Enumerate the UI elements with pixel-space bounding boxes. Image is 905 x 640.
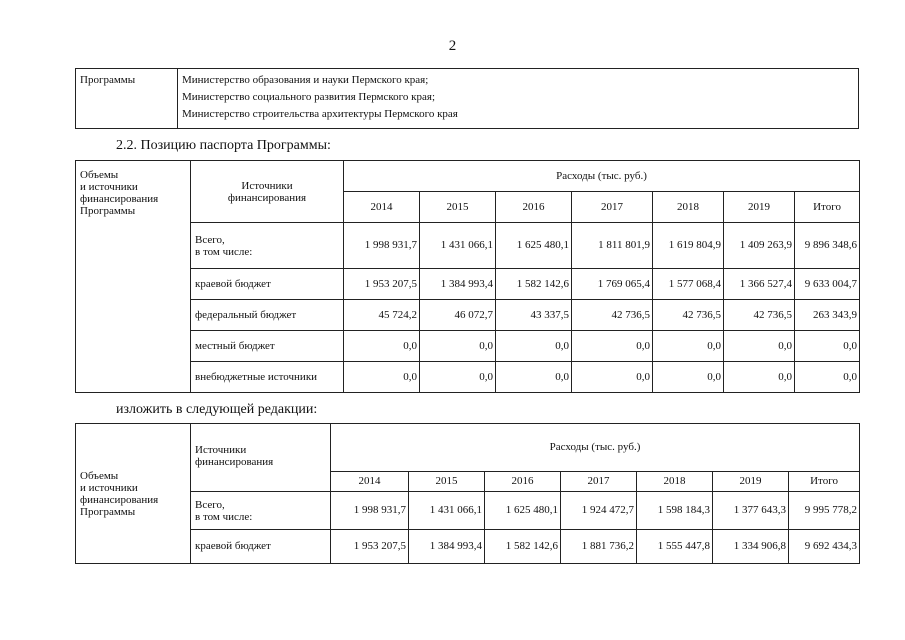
year-header: 2017 (572, 192, 653, 223)
year-header: 2017 (561, 472, 637, 492)
total-header: Итого (789, 472, 860, 492)
financing-table-old (75, 160, 860, 393)
year-header: 2018 (653, 192, 724, 223)
cell-value: 42 736,5 (572, 300, 653, 331)
cell-value: 0,0 (653, 362, 724, 393)
cell-value: 45 724,2 (344, 300, 420, 331)
cell-value: 0,0 (496, 331, 572, 362)
cell-value: 0,0 (344, 331, 420, 362)
cell-value: 1 366 527,4 (724, 269, 795, 300)
cell-value: 1 384 993,4 (409, 530, 485, 564)
cell-value: 0,0 (795, 362, 860, 393)
sources-header: Источники финансирования (191, 424, 331, 492)
cell-value: 46 072,7 (420, 300, 496, 331)
cell-value: 9 896 348,6 (795, 223, 860, 269)
cell-value: 1 577 068,4 (653, 269, 724, 300)
cell-value: 1 431 066,1 (409, 492, 485, 530)
page-number: 2 (448, 38, 457, 54)
row-name: Всего, в том числе: (191, 223, 344, 269)
year-header: 2016 (485, 472, 561, 492)
cell-value: 1 377 643,3 (713, 492, 789, 530)
year-header: 2014 (331, 472, 409, 492)
year-header: 2018 (637, 472, 713, 492)
cell-value: 1 555 447,8 (637, 530, 713, 564)
table-row (76, 269, 860, 300)
cell-value: 1 619 804,9 (653, 223, 724, 269)
table-row (76, 530, 860, 564)
cell-value: 0,0 (724, 331, 795, 362)
cell-value: 42 736,5 (724, 300, 795, 331)
cell-value: 263 343,9 (795, 300, 860, 331)
cell-value: 1 953 207,5 (344, 269, 420, 300)
year-header: 2019 (724, 192, 795, 223)
cell-value: 1 431 066,1 (420, 223, 496, 269)
cell-value: 1 625 480,1 (485, 492, 561, 530)
cell-value: 0,0 (496, 362, 572, 393)
row-label: Объемы и источники финансирования Программы (76, 424, 191, 564)
cell-value: 1 881 736,2 (561, 530, 637, 564)
row-name: краевой бюджет (191, 269, 344, 300)
cell-value: 1 409 263,9 (724, 223, 795, 269)
expenses-header: Расходы (тыс. руб.) (344, 161, 860, 192)
ministry-line: Министерство строительства архитектуры Пермского края (182, 108, 458, 120)
programs-table (75, 68, 859, 129)
year-header: 2014 (344, 192, 420, 223)
expenses-header: Расходы (тыс. руб.) (331, 424, 860, 472)
cell-value: 1 998 931,7 (344, 223, 420, 269)
cell-value: 1 811 801,9 (572, 223, 653, 269)
sources-header: Источники финансирования (191, 161, 344, 223)
cell-value: 0,0 (572, 331, 653, 362)
table-row (76, 300, 860, 331)
cell-value: 0,0 (572, 362, 653, 393)
cell-value: 1 598 184,3 (637, 492, 713, 530)
financing-table-new (75, 423, 860, 564)
cell-value: 1 625 480,1 (496, 223, 572, 269)
cell-value: 1 582 142,6 (496, 269, 572, 300)
programs-ministries (178, 69, 859, 129)
cell-value: 1 769 065,4 (572, 269, 653, 300)
cell-value: 1 582 142,6 (485, 530, 561, 564)
cell-value: 0,0 (795, 331, 860, 362)
row-name: федеральный бюджет (191, 300, 344, 331)
cell-value: 0,0 (420, 362, 496, 393)
row-name: Всего, в том числе: (191, 492, 331, 530)
cell-value: 9 633 004,7 (795, 269, 860, 300)
cell-value: 1 924 472,7 (561, 492, 637, 530)
cell-value: 1 384 993,4 (420, 269, 496, 300)
table-row (76, 331, 860, 362)
ministry-line: Министерство социального развития Пермского края; (182, 91, 436, 103)
year-header: 2015 (420, 192, 496, 223)
replace-instruction: изложить в следующей редакции: (116, 402, 318, 417)
row-label: Объемы и источники финансирования Программы (76, 161, 191, 393)
year-header: 2016 (496, 192, 572, 223)
section-heading: 2.2. Позицию паспорта Программы: (116, 138, 331, 153)
cell-value: 9 692 434,3 (789, 530, 860, 564)
cell-value: 9 995 778,2 (789, 492, 860, 530)
total-header: Итого (795, 192, 860, 223)
row-name: внебюджетные источники (191, 362, 344, 393)
ministry-line: Министерство образования и науки Пермского края; (182, 74, 429, 86)
cell-value: 1 953 207,5 (331, 530, 409, 564)
table-row (76, 223, 860, 269)
programs-label: Программы (76, 69, 178, 129)
cell-value: 1 334 906,8 (713, 530, 789, 564)
table-row (76, 362, 860, 393)
cell-value: 0,0 (344, 362, 420, 393)
row-name: местный бюджет (191, 331, 344, 362)
cell-value: 0,0 (420, 331, 496, 362)
cell-value: 0,0 (724, 362, 795, 393)
cell-value: 43 337,5 (496, 300, 572, 331)
table-row (76, 492, 860, 530)
programs-row (76, 69, 859, 129)
cell-value: 0,0 (653, 331, 724, 362)
year-header: 2015 (409, 472, 485, 492)
cell-value: 42 736,5 (653, 300, 724, 331)
cell-value: 1 998 931,7 (331, 492, 409, 530)
row-name: краевой бюджет (191, 530, 331, 564)
year-header: 2019 (713, 472, 789, 492)
